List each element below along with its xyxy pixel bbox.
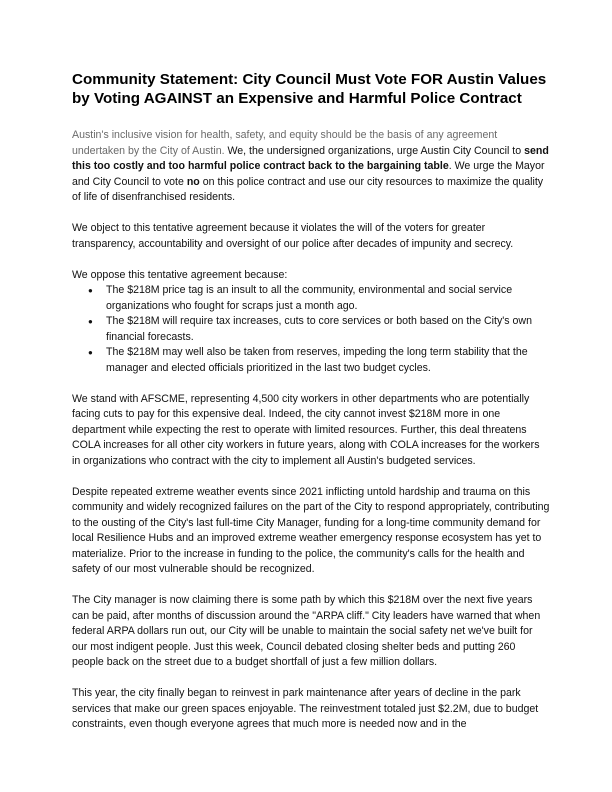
intro-bold-a: send this too costly and too harmful police contract back to the bargaining table [72, 144, 549, 172]
oppose-heading: We oppose this tentative agreement because: [72, 268, 288, 281]
intro-muted-text: Austin's inclusive vision for health, safety, and equity should be the basis of any agreement undertaken by the City of Austin. [72, 129, 498, 157]
intro-text-a: We, the undersigned organizations, urge Austin City Council to [224, 144, 525, 157]
document-title: Community Statement: City Council Must Vote FOR Austin Values by Voting AGAINST an Expensive and Harmful Police Contract [72, 71, 547, 107]
object-paragraph: We object to this tentative agreement because it violates the will of the voters for greater transparency, accountability and oversight of our police after decades of impunity and secrecy. [72, 222, 514, 250]
intro-paragraph [72, 128, 550, 206]
afscme-paragraph: We stand with AFSCME, representing 4,500 city workers in other departments who are potentially facing cuts to pay for this expensive deal. Indeed, the city cannot invest $218M more in one department while expecting the rest to operate with limited resources. Further, this deal threatens COLA increases for all other city workers in future years, along with COLA increases for the workers in organizations who contract with the city to implement all Austin's budgeted services. [72, 392, 540, 467]
list-item-text: The $218M price tag is an insult to all the community, environmental and social service organizations who fought for scraps just a month ago. [106, 284, 513, 312]
intro-bold-b: no [186, 175, 200, 188]
park-paragraph: This year, the city finally began to reinvest in park maintenance after years of decline in the park services that make our green spaces enjoyable. The reinvestment totaled just $2.2M, due to budget constraints, even though everyone agrees that much more is needed now and in the [72, 687, 539, 730]
list-item [72, 314, 550, 345]
weather-paragraph: Despite repeated extreme weather events since 2021 inflicting untold hardship and trauma on this community and widely recognized failures on the part of the City to respond appropriately, contributing to the ousting of the City's last full-time City Manager, funding for a long-time community demand for local Resilience Hubs and an improved extreme weather emergency response ecosystem has yet to materialize. Prior to the increase in funding to the police, the community's calls for the health and safety of our most vulnerable should be recognized. [72, 485, 550, 575]
list-item-text: The $218M will require tax increases, cuts to core services or both based on the City's own financial forecasts. [106, 315, 532, 343]
bullet-icon: ● [88, 317, 93, 326]
bullet-icon: ● [88, 348, 93, 357]
manager-paragraph: The City manager is now claiming there is some path by which this $218M over the next five years can be paid, after months of discussion around the "ARPA cliff." City leaders have warned that when federal ARPA dollars run out, our City will be unable to maintain the social safety net we've built for our most indigent people. Just this week, Council debated closing shelter beds and putting 260 people back on the street due to a budget shortfall of just a few million dollars. [72, 594, 541, 668]
list-item-text: The $218M may well also be taken from reserves, impeding the long term stability that the manager and elected officials prioritized in the last two budget cycles. [106, 346, 528, 374]
list-item [72, 345, 550, 376]
intro-text-b: . We urge the Mayor and City Council to vote [72, 160, 545, 188]
bullet-icon: ● [88, 286, 93, 295]
document-page [72, 70, 550, 733]
intro-text-c: on this police contract and use our city resources to maximize the quality of life of disenfranchised residents. [72, 175, 544, 203]
list-item [72, 283, 550, 314]
oppose-list [72, 283, 550, 376]
